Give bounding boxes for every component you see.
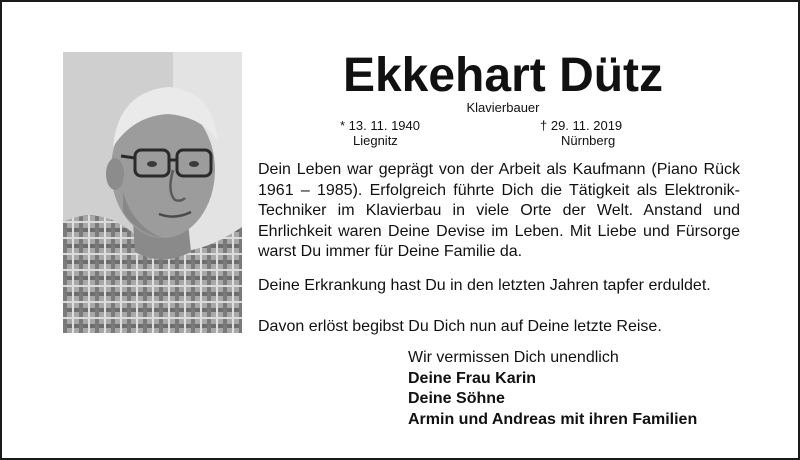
- mourner-families: Armin und Andreas mit ihren Familien: [408, 410, 698, 428]
- farewell-paragraph: Davon erlöst begibst Du Dich nun auf Deine letzte Reise.: [258, 318, 662, 335]
- deceased-name: Ekkehart Dütz: [342, 49, 664, 102]
- death-info: [540, 118, 660, 148]
- birth-info: [340, 118, 450, 148]
- profession: Klavierbauer: [466, 100, 540, 115]
- death-place: Nürnberg: [561, 133, 616, 148]
- birth-place: Liegnitz: [353, 133, 398, 148]
- signature-block: [408, 348, 758, 430]
- mourner-wife: Deine Frau Karin: [408, 369, 537, 387]
- mourner-sons: Deine Söhne: [408, 390, 505, 407]
- portrait-illustration: [63, 52, 242, 333]
- closing-line: Wir vermissen Dich unendlich: [408, 349, 619, 366]
- illness-paragraph: Deine Erkrankung hast Du in den letzten Jahren tapfer erduldet.: [258, 277, 711, 294]
- portrait-photo: [63, 52, 242, 333]
- birth-date: * 13. 11. 1940: [340, 118, 420, 133]
- biography-paragraph: Dein Leben war geprägt von der Arbeit als Kaufmann (Piano Rück 1961 – 1985). Erfolgreich führte Dich die Tätigkeit als Elektronik-Techniker im Klavierbau in viele Orte der Welt. Anstand und Ehrlichkeit waren Deine Devise im Leben. Mit Liebe und Fürsorge warst Du immer für Deine Familie da.: [258, 161, 740, 260]
- death-date: † 29. 11. 2019: [540, 118, 623, 133]
